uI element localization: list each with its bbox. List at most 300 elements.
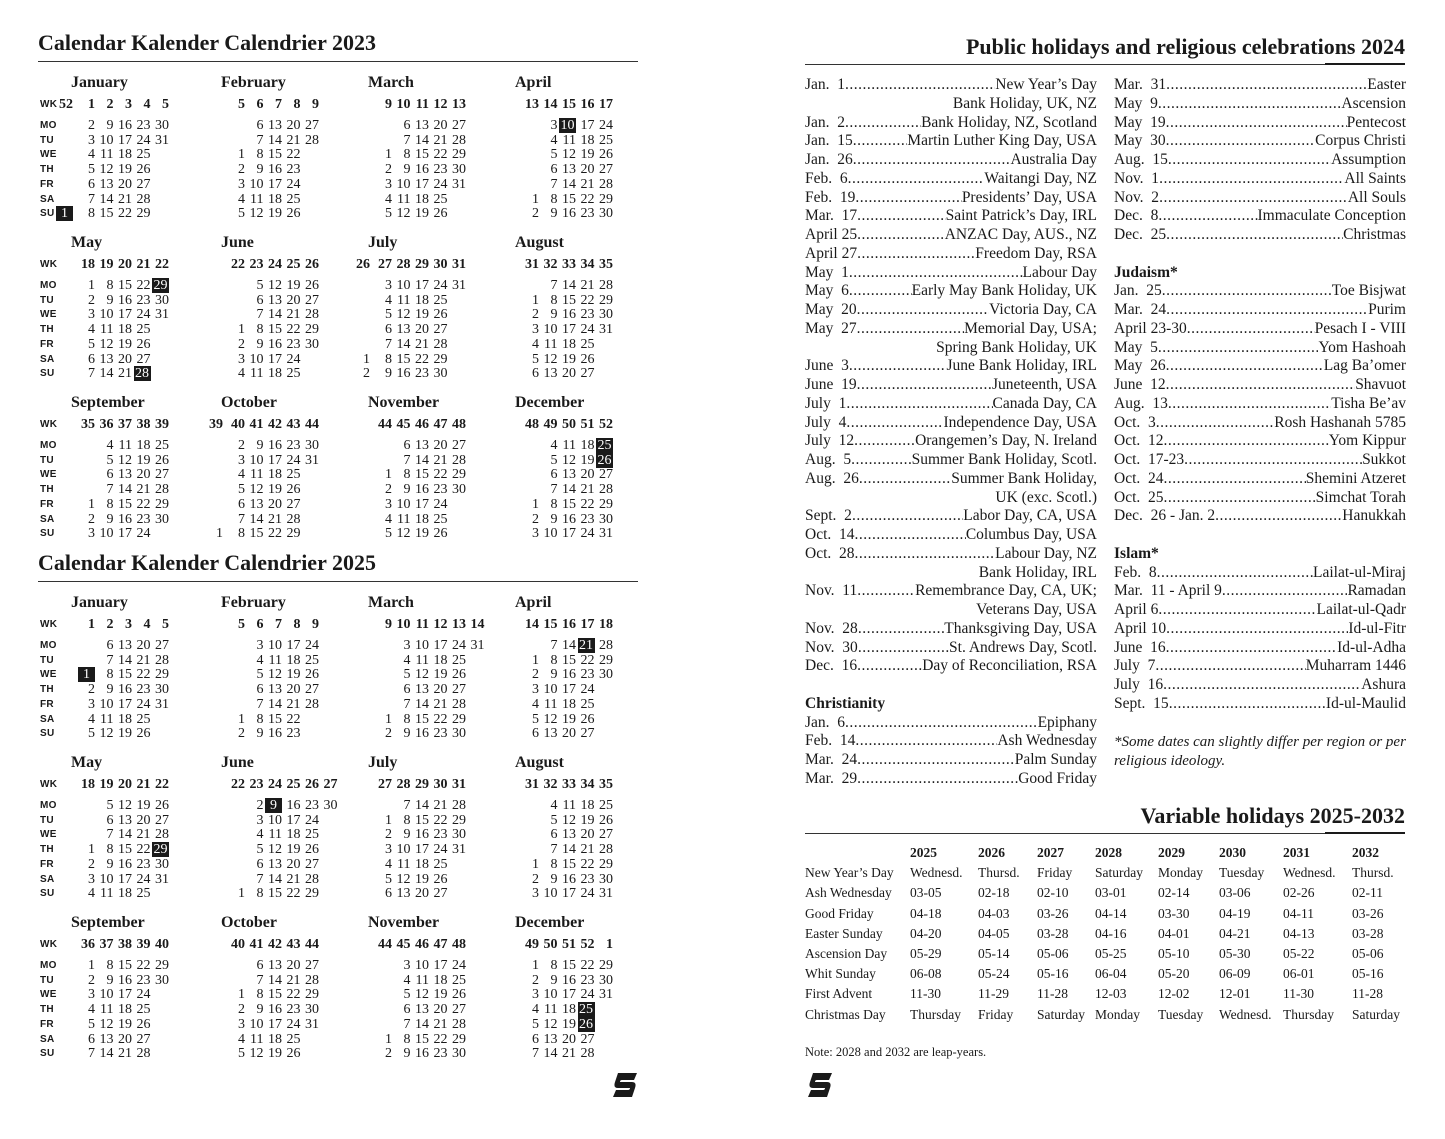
day-number: 26 (580, 351, 595, 367)
day-number: 18 (415, 856, 429, 872)
week-number: 34 (580, 777, 595, 792)
day-number: 25 (136, 711, 151, 727)
day-number: 19 (118, 162, 132, 178)
day-number: 20 (136, 812, 151, 828)
week-number: 35 (81, 417, 95, 432)
day-number: 8 (403, 467, 411, 483)
leader-dots (857, 376, 992, 395)
day-number: 15 (118, 496, 132, 512)
week-number: 37 (118, 417, 132, 432)
week-number: 30 (433, 257, 448, 272)
day-number: 1 (88, 278, 95, 293)
day-number: 3 (256, 638, 264, 653)
day-number: 24 (433, 496, 448, 512)
holiday-name: All Saints (1344, 169, 1406, 187)
holiday-date: April 10 (1114, 619, 1167, 637)
day-number: 13 (396, 322, 411, 338)
holiday-date: June 16 (1114, 638, 1166, 656)
day-number: 1 (532, 292, 539, 308)
day-number: 19 (580, 452, 595, 468)
day-number: 5 (385, 206, 392, 222)
week-number: 5 (162, 617, 169, 632)
leader-dots (1166, 76, 1367, 95)
day-number: 19 (268, 1046, 282, 1062)
day-number: 7 (256, 972, 264, 988)
calendar-2023-grid (38, 74, 638, 542)
holiday-entry (1114, 282, 1406, 301)
day-number: 15 (268, 987, 282, 1003)
day-number: 5 (550, 452, 558, 468)
day-number: 15 (415, 147, 429, 163)
month-name: December (515, 914, 585, 931)
day-number: 14 (118, 827, 132, 843)
day-number: 18 (415, 511, 429, 527)
day-number: 10 (249, 351, 264, 367)
holiday-date-cell: 03-26 (1352, 905, 1384, 921)
day-number: 28 (155, 652, 169, 668)
week-number: 2 (106, 97, 114, 112)
weekday-label: FR (40, 498, 54, 510)
variable-title-accent (1325, 832, 1405, 834)
holiday-date-cell: 04-18 (910, 905, 942, 921)
section-heading: Islam* (1114, 544, 1159, 562)
leader-dots (852, 507, 963, 526)
weekday-label: FR (40, 178, 54, 190)
holiday-date: Nov. 28 (805, 619, 858, 637)
week-number: 31 (525, 777, 539, 792)
week-number: 1 (88, 617, 95, 632)
month-name: October (221, 394, 277, 411)
day-number: 27 (305, 856, 319, 872)
day-number: 2 (88, 292, 95, 308)
day-number: 13 (562, 827, 576, 843)
year-header: 2030 (1219, 845, 1246, 860)
day-number: 25 (433, 511, 448, 527)
day-number: 25 (452, 972, 466, 988)
day-number: 7 (256, 696, 264, 712)
day-number: 20 (433, 1002, 448, 1018)
week-number: 50 (562, 417, 576, 432)
holiday-date-cell: 02-26 (1283, 885, 1315, 901)
weekday-label: MO (40, 120, 57, 131)
leader-dots (858, 639, 949, 658)
month-name: January (71, 74, 128, 91)
holiday-name: Id-ul-Maulid (1325, 694, 1406, 712)
day-number: 26 (286, 206, 301, 222)
holiday-date-cell: 05-16 (1037, 966, 1069, 982)
holiday-name: Freedom Day, RSA (975, 244, 1097, 262)
holiday-entry (1114, 639, 1406, 658)
day-number: 16 (562, 871, 576, 887)
day-number: 16 (415, 827, 429, 843)
week-number: 7 (275, 97, 282, 112)
leader-dots (1156, 414, 1274, 433)
day-number: 7 (550, 482, 558, 498)
day-number: 11 (544, 1002, 558, 1018)
holiday-name: St. Andrews Day, Scotl. (949, 638, 1097, 656)
day-number: 22 (580, 856, 595, 872)
leader-dots (1166, 376, 1356, 395)
day-number: 12 (543, 711, 558, 727)
day-number: 28 (452, 1016, 466, 1032)
day-number: 21 (118, 366, 132, 382)
month-name: September (71, 914, 145, 931)
week-number: 28 (396, 777, 411, 792)
day-number: 24 (136, 987, 151, 1003)
day-number: 12 (415, 667, 429, 683)
day-number: 31 (452, 278, 466, 293)
day-number: 31 (305, 452, 319, 468)
week-number: 23 (249, 257, 264, 272)
table-row (805, 863, 1405, 883)
day-number: 20 (286, 856, 301, 872)
holiday-entry (805, 151, 1097, 170)
holiday-name: Australia Day (1010, 151, 1097, 168)
variable-holidays-table (805, 843, 1405, 1025)
weekday-label: MO (40, 640, 57, 651)
month-name: June (221, 234, 254, 251)
day-number: 17 (433, 958, 448, 973)
leap-year-note: Note: 2028 and 2032 are leap-years. (805, 1045, 987, 1059)
holiday-continuation: Bank Holiday, IRL (978, 563, 1097, 581)
day-number: 16 (562, 972, 576, 988)
day-number: 14 (415, 696, 429, 712)
month-name: May (71, 754, 103, 771)
day-number: 11 (268, 652, 282, 668)
day-number: 11 (397, 511, 411, 527)
day-number: 24 (286, 176, 301, 192)
day-number: 1 (385, 812, 392, 828)
holiday-entry (805, 76, 1097, 95)
day-number: 25 (580, 336, 595, 352)
day-number: 3 (532, 322, 539, 338)
day-number: 28 (599, 842, 613, 858)
day-number: 19 (580, 812, 595, 828)
holiday-name: Toe Bisjwat (1331, 282, 1406, 300)
month-block (335, 234, 485, 392)
day-number: 19 (562, 351, 576, 367)
week-number: 48 (525, 417, 539, 432)
day-number: 16 (118, 682, 132, 698)
leader-dots (855, 189, 961, 208)
day-number: 5 (385, 526, 392, 542)
holiday-date-cell: 04-01 (1158, 925, 1190, 941)
holiday-entry (805, 320, 1097, 339)
week-number: 17 (580, 617, 595, 632)
week-number: 7 (275, 617, 282, 632)
week-number: 22 (155, 777, 169, 792)
day-number: 31 (155, 696, 169, 712)
holiday-label: Easter Sunday (805, 925, 883, 941)
day-number: 29 (599, 652, 613, 668)
day-number: 28 (305, 972, 319, 988)
day-number: 6 (256, 118, 264, 133)
day-number: 3 (88, 696, 95, 712)
holiday-date-cell: Tuesday (1219, 865, 1265, 881)
day-number: 20 (118, 351, 132, 367)
day-number: 24 (580, 682, 595, 698)
day-number: 16 (286, 798, 301, 813)
week-number: 42 (268, 417, 282, 432)
month-name: March (368, 594, 414, 611)
day-number: 25 (155, 438, 169, 453)
holiday-date-cell: 04-03 (978, 905, 1010, 921)
day-number: 28 (305, 871, 319, 887)
weekday-label: FR (40, 698, 54, 710)
day-number: 20 (136, 638, 151, 653)
holiday-entry (1114, 620, 1406, 639)
day-number: 15 (118, 958, 132, 973)
day-number: 9 (403, 162, 411, 178)
day-number: 29 (305, 322, 319, 338)
holiday-entry (805, 451, 1097, 470)
day-number: 18 (415, 292, 429, 308)
day-number: 22 (433, 711, 448, 727)
day-number: 16 (118, 118, 132, 133)
day-number: 18 (118, 711, 132, 727)
highlighted-day: 29 (153, 278, 168, 293)
day-number: 28 (599, 176, 613, 192)
holiday-entry (805, 657, 1097, 676)
day-number: 26 (433, 206, 448, 222)
day-number: 17 (562, 322, 576, 338)
week-number: 39 (136, 937, 151, 952)
day-number: 3 (88, 132, 95, 148)
day-number: 8 (106, 842, 114, 858)
day-number: 22 (433, 812, 448, 828)
section-heading: Judaism* (1114, 263, 1178, 281)
day-number: 1 (532, 958, 539, 973)
day-number: 20 (433, 438, 448, 453)
holiday-date-cell: Saturday (1352, 1006, 1400, 1022)
week-number: 15 (543, 617, 558, 632)
day-number: 3 (403, 958, 411, 973)
day-number: 7 (403, 798, 411, 813)
holiday-date: Aug. 13 (1114, 394, 1168, 412)
week-number: 52 (599, 417, 613, 432)
day-number: 30 (599, 511, 613, 527)
week-number: 49 (543, 417, 558, 432)
day-number: 15 (562, 856, 576, 872)
week-number: 27 (323, 777, 338, 792)
day-number: 2 (238, 336, 245, 352)
holiday-date: May 19 (1114, 113, 1166, 131)
day-number: 27 (433, 322, 448, 338)
weekday-label: SU (40, 888, 55, 900)
day-number: 22 (286, 322, 301, 338)
week-number: 33 (562, 257, 576, 272)
day-number (578, 1002, 595, 1017)
day-number: 9 (256, 1002, 264, 1018)
week-number: 32 (543, 257, 558, 272)
day-number: 20 (286, 118, 301, 133)
day-number: 29 (155, 958, 169, 973)
day-number: 24 (599, 118, 613, 133)
week-number: 12 (433, 617, 448, 632)
day-number: 2 (238, 726, 245, 742)
day-number: 5 (88, 336, 95, 352)
day-number: 28 (305, 132, 319, 148)
holiday-name: Hanukkah (1342, 507, 1406, 525)
holiday-date-cell: 12-03 (1095, 986, 1127, 1002)
day-number: 12 (562, 452, 576, 468)
month-name: June (221, 754, 254, 771)
day-number: 30 (599, 667, 613, 683)
holiday-entry (1114, 564, 1406, 583)
day-number: 4 (88, 147, 95, 163)
day-number: 13 (562, 467, 576, 483)
day-number: 8 (256, 322, 264, 338)
holiday-entry (1114, 432, 1406, 451)
holiday-entry (805, 114, 1097, 133)
week-number: 44 (305, 417, 319, 432)
day-number: 5 (106, 798, 114, 813)
day-number: 5 (550, 812, 558, 828)
holiday-date-cell: 06-08 (910, 966, 942, 982)
week-number: 27 (378, 777, 392, 792)
week-number: 45 (396, 937, 411, 952)
holiday-date: May 9 (1114, 94, 1158, 112)
day-number: 7 (550, 176, 558, 192)
day-number: 22 (580, 292, 595, 308)
day-number: 26 (155, 798, 169, 813)
day-number: 14 (99, 366, 114, 382)
day-number: 25 (286, 1031, 301, 1047)
day-number: 5 (532, 1016, 539, 1032)
holiday-date-cell: 02-11 (1352, 885, 1383, 901)
day-number: 20 (580, 467, 595, 483)
day-number: 30 (599, 871, 613, 887)
holiday-date: Mar. 24 (805, 751, 858, 768)
holiday-date-cell: 06-09 (1219, 966, 1251, 982)
day-number: 19 (118, 1016, 132, 1032)
day-number: 16 (268, 438, 282, 453)
day-number: 19 (268, 482, 282, 498)
day-number: 13 (415, 682, 429, 698)
day-number: 27 (155, 638, 169, 653)
day-number: 28 (599, 482, 613, 498)
day-number: 18 (268, 1031, 282, 1047)
day-number: 22 (580, 496, 595, 512)
day-number: 6 (403, 1002, 411, 1018)
day-number: 15 (562, 652, 576, 668)
day-number: 24 (433, 176, 448, 192)
month-block (482, 74, 632, 232)
holiday-name: Martin Luther King Day, USA (907, 132, 1097, 150)
holiday-date-cell: 05-24 (978, 966, 1010, 982)
holiday-date: July 12 (805, 432, 855, 450)
leader-dots (1155, 657, 1305, 676)
day-number: 11 (100, 886, 114, 902)
day-number: 5 (256, 842, 264, 858)
holiday-date-cell: Wednesd. (1283, 865, 1336, 881)
holiday-date: Nov. 2 (1114, 188, 1160, 206)
week-number: 46 (415, 937, 429, 952)
day-number: 31 (452, 176, 466, 192)
leader-dots (851, 451, 912, 470)
day-number: 19 (136, 452, 151, 468)
weekday-label: TH (40, 484, 54, 496)
day-number: 15 (118, 278, 132, 293)
day-number: 28 (305, 696, 319, 712)
day-number: 20 (286, 958, 301, 973)
day-number: 8 (256, 711, 264, 727)
weekday-label: MO (40, 440, 57, 451)
day-number: 11 (250, 366, 264, 382)
day-number: 7 (550, 278, 558, 293)
day-number: 28 (452, 452, 466, 468)
day-number: 8 (403, 147, 411, 163)
day-number: 3 (88, 526, 95, 542)
day-number: 1 (238, 886, 245, 902)
holiday-date-cell: 02-10 (1037, 885, 1069, 901)
day-number: 12 (99, 726, 114, 742)
day-number: 31 (599, 987, 613, 1003)
day-number: 17 (415, 278, 429, 293)
holiday-date: June 3 (805, 357, 849, 375)
day-number: 16 (268, 162, 282, 178)
day-number: 21 (580, 842, 595, 858)
holiday-entry (1114, 582, 1406, 601)
weekday-label: WE (40, 469, 57, 481)
holiday-name: Easter (1367, 76, 1406, 93)
day-number: 30 (305, 336, 319, 352)
day-number (265, 798, 282, 813)
leader-dots (1166, 357, 1324, 376)
week-number: 17 (599, 97, 613, 112)
day-number: 23 (286, 162, 301, 178)
week-number: 16 (562, 617, 576, 632)
holiday-date-cell: Wednesd. (910, 865, 963, 881)
day-number: 16 (562, 667, 576, 683)
leader-dots (1158, 95, 1342, 114)
day-number: 28 (452, 132, 466, 148)
day-number: 22 (580, 958, 595, 973)
day-number: 1 (385, 467, 392, 483)
day-number: 10 (99, 987, 114, 1003)
holiday-date-cell: 04-21 (1219, 925, 1251, 941)
week-number: 19 (99, 777, 114, 792)
holiday-name: Saint Patrick’s Day, IRL (945, 207, 1097, 225)
week-number: 41 (249, 937, 264, 952)
holiday-continuation: Spring Bank Holiday, UK (936, 338, 1097, 356)
day-number: 21 (562, 1046, 576, 1062)
week-number: 13 (452, 97, 466, 112)
week-number: 25 (286, 257, 301, 272)
day-number: 7 (106, 482, 114, 498)
day-number: 6 (403, 438, 411, 453)
day-number: 8 (385, 351, 392, 367)
day-number: 31 (599, 322, 613, 338)
religious-dates-note: *Some dates can slightly differ per region or per religious ideology. (1114, 734, 1406, 769)
section-heading: Christianity (805, 694, 886, 712)
week-number: 44 (378, 937, 392, 952)
day-number: 29 (452, 812, 466, 828)
day-number: 20 (562, 726, 576, 742)
holiday-name: Sukkot (1362, 451, 1406, 468)
week-number: 35 (599, 777, 613, 792)
day-number: 7 (550, 842, 558, 858)
day-number (578, 1017, 595, 1032)
day-number: 25 (136, 147, 151, 163)
day-number: 19 (118, 726, 132, 742)
day-number: 8 (550, 856, 558, 872)
day-number: 29 (452, 467, 466, 483)
day-number: 24 (136, 307, 151, 323)
week-number: 20 (118, 777, 132, 792)
day-number: 17 (286, 812, 301, 828)
leader-dots (849, 357, 947, 376)
